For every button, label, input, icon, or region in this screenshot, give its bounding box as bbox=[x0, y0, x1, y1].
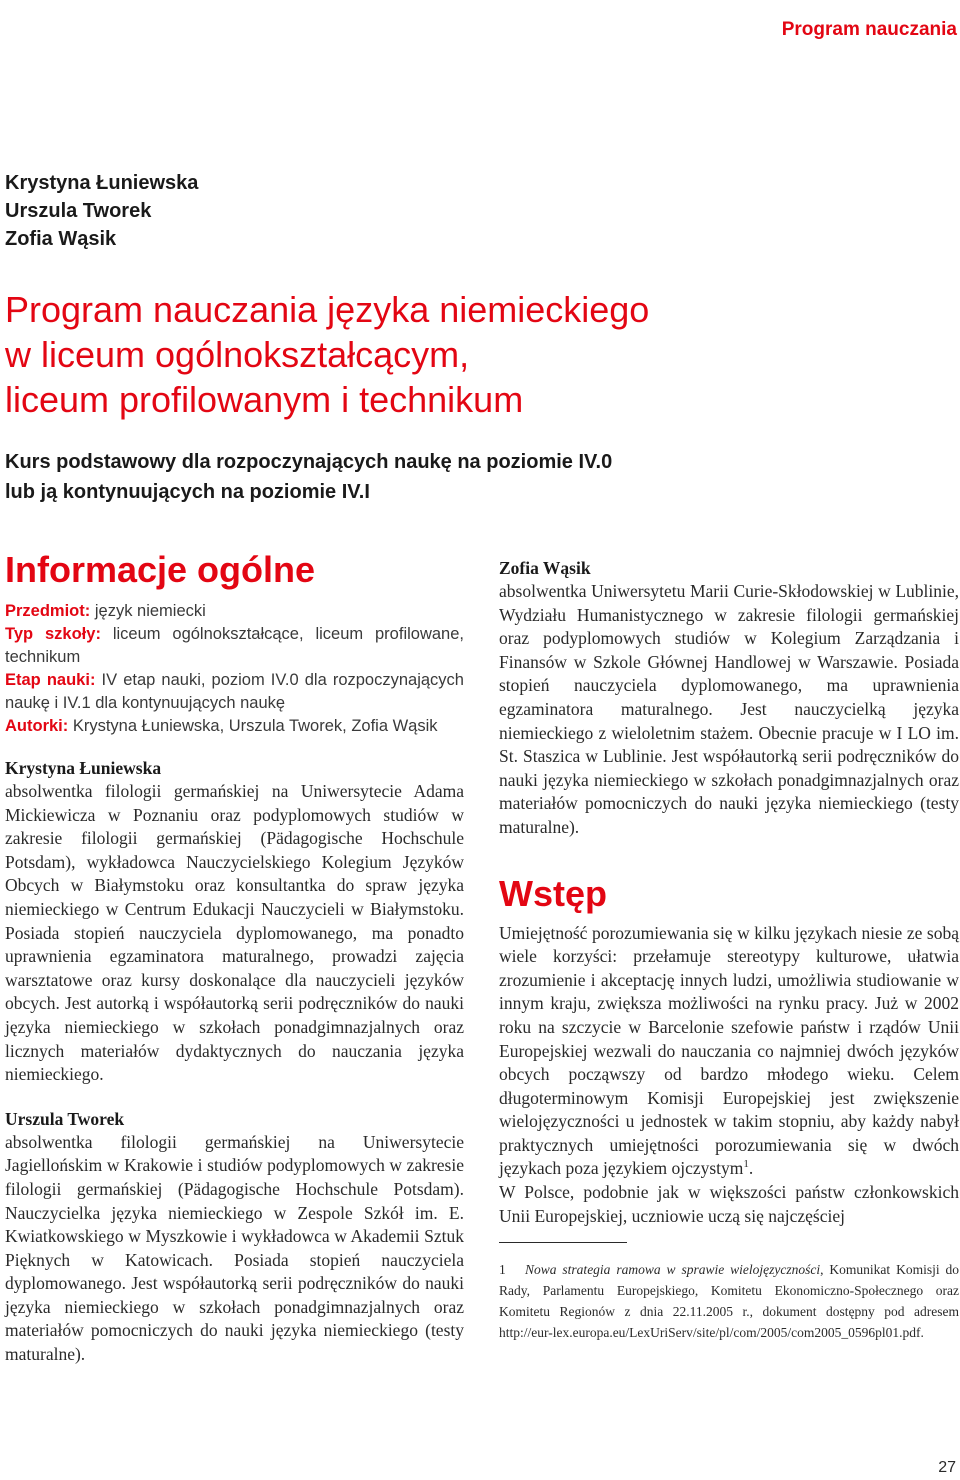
author-name: Krystyna Łuniewska bbox=[5, 172, 199, 194]
title-line: liceum profilowanym i technikum bbox=[5, 379, 524, 420]
footnote-divider bbox=[499, 1242, 627, 1243]
info-value: IV etap nauki, poziom IV.0 dla rozpoczynających naukę i IV.1 dla kontynuujących naukę bbox=[5, 671, 464, 712]
intro-heading: Wstęp bbox=[499, 872, 607, 914]
bio-text: absolwentka filologii germańskiej na Uniwersytecie Adama Mickiewicza w Poznaniu oraz podyplomowych studiów w zakresie filologii germańskiej (Pädagogische Hochschule Potsdam), wykładowca Nauczycielskiego Kolegium Języków Obcych w Białymstoku oraz konsultantka do spraw języka niemieckiego w Centrum Edukacji Nauczycieli w Białymstoku. Posiada stopień nauczyciela dyplomowanego, ma ponadto uprawnienia egzaminatora maturalnego, prowadzi zajęcia warsztatowe oraz kursy doskonalące dla nauczycieli języków obcych. Jest autorką i współautorką serii podręczników do nauki języka niemieckiego w szkołach ponadgimnazjalnych oraz licznych materiałów dydaktycznych do nauczania języka niemieckiego. bbox=[5, 781, 464, 1085]
running-header: Program nauczania bbox=[781, 19, 957, 40]
info-label: Typ szkoły: bbox=[5, 625, 101, 643]
subtitle-line: Kurs podstawowy dla rozpoczynających naukę na poziomie IV.0 bbox=[5, 451, 613, 473]
page-number: 27 bbox=[938, 1459, 956, 1476]
document-subtitle bbox=[5, 447, 765, 507]
title-line: w liceum ogólnokształcącym, bbox=[5, 334, 470, 375]
footnote-title: Nowa strategia ramowa w sprawie wielojęzyczności bbox=[525, 1262, 821, 1278]
intro-text-end: . bbox=[748, 1158, 754, 1179]
left-column bbox=[5, 548, 464, 1367]
title-line: Program nauczania języka niemieckiego bbox=[5, 289, 650, 330]
bio-name: Krystyna Łuniewska bbox=[5, 758, 162, 778]
footnote bbox=[499, 1259, 959, 1343]
info-value: Krystyna Łuniewska, Urszula Tworek, Zofia Wąsik bbox=[72, 717, 438, 735]
footnote-reference[interactable]: 1 bbox=[743, 1158, 749, 1171]
info-subject bbox=[5, 600, 464, 623]
author-list bbox=[5, 169, 198, 253]
bio-text: absolwentka Uniwersytetu Marii Curie-Skłodowskiej w Lublinie, Wydziału Humanistycznego w zakresie filologii germańskiej oraz podyplomowych studiów w Kolegium Zarządzania i Finansów w Szkole Głównej Handlowej w Warszawie. Posiada stopień nauczyciela dyplomowanego, ma uprawnienia egzaminatora maturalnego. Jest nauczycielką języka niemieckiego z wieloletnim stażem. Obecnie pracuje w I LO im. St. Staszica w Lublinie. Jest współautorką serii podręczników do nauki języka niemieckiego w szkołach ponadgimnazjalnych oraz materiałów pomocniczych do nauki języka niemieckiego (testy maturalne). bbox=[499, 581, 959, 837]
footnote-text: , Komunikat Komisji do Rady, Parlamentu Europejskiego, Komitetu Ekonomiczno-Społecznego oraz Komitetu Regionów z dnia 22.11.2005 r., dokument dostępny pod adresem http://eur-lex.europa.eu/LexUriServ/site/pl/com/2005/com2005_0596pl01.pdf. bbox=[499, 1262, 959, 1341]
info-value: język niemiecki bbox=[94, 602, 206, 620]
bio-name: Zofia Wąsik bbox=[499, 558, 591, 578]
author-name: Zofia Wąsik bbox=[5, 228, 117, 250]
info-label: Etap nauki: bbox=[5, 671, 96, 689]
info-fields bbox=[5, 600, 464, 738]
footnote-number: 1 bbox=[499, 1262, 506, 1278]
info-authors bbox=[5, 715, 464, 738]
info-stage bbox=[5, 669, 464, 715]
intro-paragraph: W Polsce, podobnie jak w większości państw członkowskich Unii Europejskiej, uczniowie uczą się najczęściej bbox=[499, 1182, 959, 1226]
info-label: Przedmiot: bbox=[5, 602, 91, 620]
author-name: Urszula Tworek bbox=[5, 200, 152, 222]
subtitle-line: lub ją kontynuujących na poziomie IV.I bbox=[5, 481, 370, 503]
document-title bbox=[5, 287, 805, 422]
info-label: Autorki: bbox=[5, 717, 69, 735]
info-value: liceum ogólnokształcące, liceum profilowane, technikum bbox=[5, 625, 464, 666]
info-school-type bbox=[5, 623, 464, 669]
right-column bbox=[499, 556, 959, 1343]
bio-text: absolwentka filologii germańskiej na Uniwersytecie Jagiellońskim w Krakowie i studiów podyplomowych w zakresie filologii germańskiej (Pädagogische Hochschule Potsdam). Nauczycielka języka niemieckiego w Zespole Szkół im. E. Kwiatkowskiego w Myszkowie i wykładowca w Akademii Sztuk Pięknych w Katowicach. Posiada stopień nauczyciela dyplomowanego. Jest współautorką serii podręczników do nauki języka niemieckiego w szkołach ponadgimnazjalnych oraz materiałów pomocniczych do nauki języka niemieckiego (testy maturalne). bbox=[5, 1131, 464, 1365]
bio-name: Urszula Tworek bbox=[5, 1108, 125, 1129]
intro-paragraph bbox=[499, 922, 959, 1182]
intro-text: Umiejętność porozumiewania się w kilku językach niesie ze sobą wiele korzyści: przełamuje stereotypy kulturowe, ułatwia zrozumienie i akceptację innych ludzi, umożliwia studiowanie w innym kraju, zwiększa możliwości na rynku pracy. Już w 2002 roku na szczycie w Barcelonie szefowie państw i rządów Unii Europejskiej wezwali do nauczania co najmniej dwóch języków obcych począwszy od bardzo młodego wieku. Celem długoterminowym Komisji Europejskiej jest zwiększenie wielojęzyczności u jednostek w takim stopniu, aby każdy nabył praktycznych umiejętności porozumiewania się w dwóch językach poza językiem ojczystym bbox=[499, 922, 959, 1179]
general-info-heading: Informacje ogólne bbox=[5, 549, 316, 590]
